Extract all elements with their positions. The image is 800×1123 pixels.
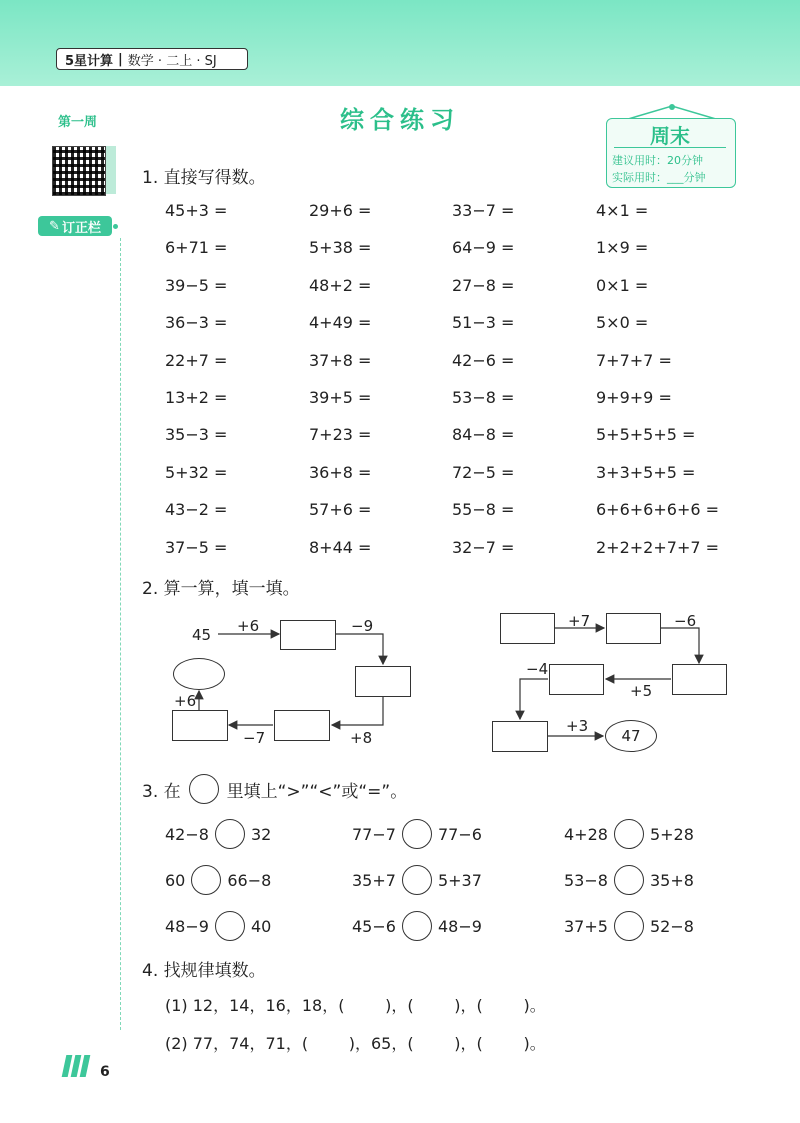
section-3-heading [142, 774, 407, 804]
compare-circle[interactable] [191, 865, 221, 895]
page-number: 6 [100, 1064, 110, 1080]
calc-problem: 84−8 = [452, 425, 515, 444]
calc-problem: 51−3 = [452, 313, 515, 332]
answer-box[interactable] [606, 613, 661, 644]
calc-problem: 9+9+9 = [596, 388, 672, 407]
compare-circle[interactable] [215, 819, 245, 849]
page-title: 综合练习 [340, 106, 460, 134]
op-label: +3 [566, 717, 589, 735]
result-oval: 47 [605, 720, 657, 752]
compare-right: 32 [250, 824, 272, 844]
compare-circle[interactable] [614, 819, 644, 849]
calc-problem: 8+44 = [309, 538, 372, 557]
calc-problem: 55−8 = [452, 500, 515, 519]
compare-circle[interactable] [402, 819, 432, 849]
compare-item [564, 865, 694, 895]
op-label: +6 [174, 692, 197, 710]
answer-box[interactable] [355, 666, 411, 697]
calc-problem: 27−8 = [452, 276, 515, 295]
section-4-heading: 4. 找规律填数。 [142, 961, 266, 981]
answer-box[interactable] [274, 710, 330, 741]
calc-problem: 48+2 = [309, 276, 372, 295]
header-separator: | [118, 51, 123, 67]
compare-item [564, 911, 694, 941]
answer-box[interactable] [280, 620, 336, 650]
calc-problem: 45+3 = [165, 201, 228, 220]
compare-item [165, 865, 271, 895]
calc-problem: 5+38 = [309, 238, 372, 257]
compare-right: 40 [250, 916, 272, 936]
circle-symbol-icon [189, 774, 219, 804]
compare-circle[interactable] [614, 865, 644, 895]
compare-right: 66−8 [227, 870, 272, 890]
start-number: 45 [192, 626, 212, 644]
answer-box[interactable] [672, 664, 727, 695]
answer-box[interactable] [492, 721, 548, 752]
calc-problem: 7+7+7 = [596, 351, 672, 370]
calc-problem: 36−3 = [165, 313, 228, 332]
calc-problem: 29+6 = [309, 201, 372, 220]
calc-problem: 4+49 = [309, 313, 372, 332]
compare-right: 5+37 [437, 870, 482, 890]
compare-left: 42−8 [165, 824, 209, 844]
compare-right: 77−6 [437, 824, 482, 844]
compare-item [564, 819, 694, 849]
calc-problem: 57+6 = [309, 500, 372, 519]
calc-problem: 5+5+5+5 = [596, 425, 696, 444]
section-3-heading-pre: 3. 在 [142, 781, 181, 802]
calc-problem: 43−2 = [165, 500, 228, 519]
calc-problem: 35−3 = [165, 425, 228, 444]
compare-right: 5+28 [649, 824, 694, 844]
compare-circle[interactable] [402, 865, 432, 895]
weekend-title: 周末 [650, 124, 690, 148]
compare-right: 35+8 [649, 870, 694, 890]
answer-oval[interactable] [173, 658, 225, 690]
compare-left: 48−9 [165, 916, 209, 936]
compare-left: 35+7 [352, 870, 396, 890]
calc-problem: 64−9 = [452, 238, 515, 257]
calc-problem: 6+71 = [165, 238, 228, 257]
op-label: +5 [630, 682, 653, 700]
compare-circle[interactable] [215, 911, 245, 941]
brand-name: 5星计算 [65, 53, 114, 69]
compare-left: 60 [165, 870, 186, 890]
calc-problem: 39+5 = [309, 388, 372, 407]
calc-problem: 37+8 = [309, 351, 372, 370]
compare-item [352, 819, 482, 849]
op-label: −6 [674, 612, 697, 630]
calc-problem: 42−6 = [452, 351, 515, 370]
compare-circle[interactable] [402, 911, 432, 941]
calc-problem: 2+2+2+7+7 = [596, 538, 720, 557]
compare-item [165, 911, 271, 941]
section-3-heading-post: 里填上“>”“<”或“=”。 [226, 781, 408, 802]
calc-problem: 53−8 = [452, 388, 515, 407]
calc-problem: 6+6+6+6+6 = [596, 500, 720, 519]
op-label: −7 [243, 729, 266, 747]
section-2-heading: 2. 算一算，填一填。 [142, 579, 300, 599]
pattern-line-2: (2) 77，74，71，( )，65，( )，( )。 [165, 1034, 546, 1053]
calc-problem: 37−5 = [165, 538, 228, 557]
op-label: +6 [237, 617, 260, 635]
suggested-time: 建议用时：20分钟 [612, 154, 703, 167]
compare-right: 52−8 [649, 916, 694, 936]
calc-problem: 33−7 = [452, 201, 515, 220]
op-label: +7 [568, 612, 591, 630]
compare-left: 37+5 [564, 916, 608, 936]
op-label: −4 [526, 660, 549, 678]
calc-problem: 1×9 = [596, 238, 649, 257]
compare-left: 45−6 [352, 916, 396, 936]
pattern-line-1: (1) 12，14，16，18，( )，( )，( )。 [165, 996, 546, 1015]
op-label: +8 [350, 729, 373, 747]
calc-problem: 5+32 = [165, 463, 228, 482]
calc-problem: 13+2 = [165, 388, 228, 407]
calc-problem: 4×1 = [596, 201, 649, 220]
compare-left: 4+28 [564, 824, 608, 844]
compare-item [352, 865, 482, 895]
calc-problem: 3+3+5+5 = [596, 463, 696, 482]
compare-item [165, 819, 271, 849]
calc-problem: 72−5 = [452, 463, 515, 482]
pencil-icon: ✎ [49, 218, 60, 234]
compare-right: 48−9 [437, 916, 482, 936]
calc-problem: 22+7 = [165, 351, 228, 370]
week-label: 第一周 [58, 115, 98, 130]
calc-problem: 32−7 = [452, 538, 515, 557]
actual-time: 实际用时：___分钟 [612, 171, 706, 184]
calc-problem: 0×1 = [596, 276, 649, 295]
section-1-heading: 1. 直接写得数。 [142, 168, 266, 188]
op-label: −9 [351, 617, 374, 635]
compare-circle[interactable] [614, 911, 644, 941]
answer-box[interactable] [549, 664, 604, 695]
calc-problem: 5×0 = [596, 313, 649, 332]
calc-problem: 36+8 = [309, 463, 372, 482]
compare-item [352, 911, 482, 941]
answer-box[interactable] [500, 613, 555, 644]
book-info: 数学 · 二上 · SJ [127, 53, 217, 69]
correction-label: 订正栏 [61, 220, 101, 236]
answer-box[interactable] [172, 710, 228, 741]
compare-left: 77−7 [352, 824, 396, 844]
compare-left: 53−8 [564, 870, 608, 890]
calc-problem: 39−5 = [165, 276, 228, 295]
calc-problem: 7+23 = [309, 425, 372, 444]
